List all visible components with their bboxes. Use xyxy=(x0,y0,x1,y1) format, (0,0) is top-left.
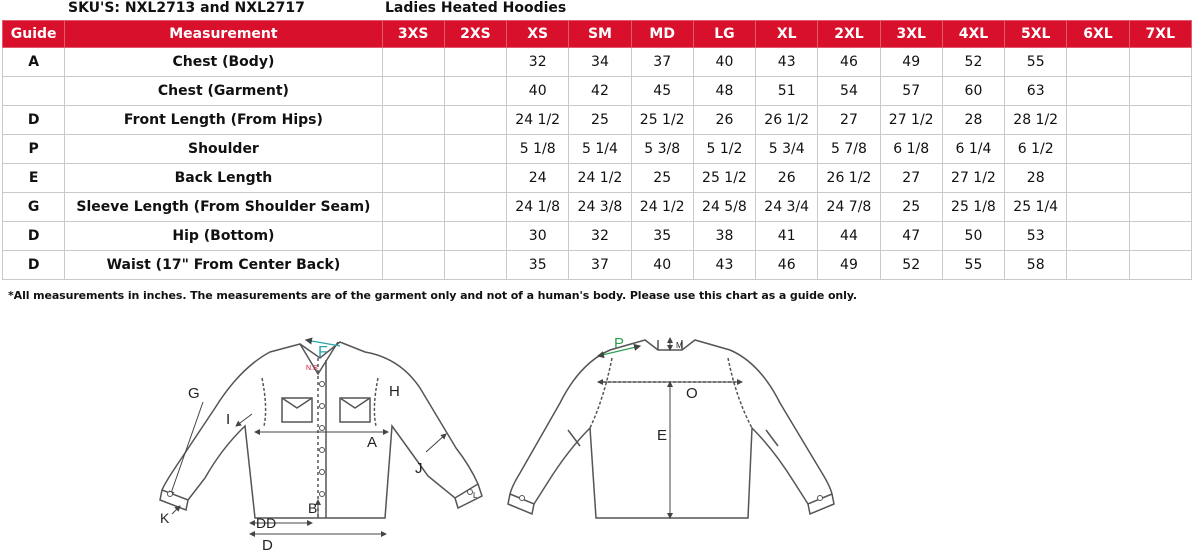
value-cell xyxy=(382,135,444,164)
value-cell xyxy=(444,164,506,193)
value-cell: 26 1/2 xyxy=(818,164,880,193)
label-j: J xyxy=(415,460,423,477)
value-cell xyxy=(1067,135,1129,164)
table-header-row xyxy=(3,21,1192,48)
measurement-cell: Shoulder xyxy=(65,135,382,164)
value-cell: 43 xyxy=(756,48,818,77)
front-buttons xyxy=(320,382,325,497)
measurement-cell: Hip (Bottom) xyxy=(65,222,382,251)
value-cell: 40 xyxy=(631,251,693,280)
value-cell xyxy=(1129,77,1191,106)
guide-cell: D xyxy=(3,222,65,251)
value-cell: 24 1/2 xyxy=(507,106,569,135)
value-cell: 49 xyxy=(880,48,942,77)
value-cell xyxy=(1067,77,1129,106)
label-a: A xyxy=(367,434,378,451)
value-cell: 32 xyxy=(569,222,631,251)
value-cell: 30 xyxy=(507,222,569,251)
value-cell: 60 xyxy=(942,77,1004,106)
measurement-cell: Waist (17" From Center Back) xyxy=(65,251,382,280)
column-header-2xs: 2XS xyxy=(444,21,506,48)
value-cell: 25 xyxy=(569,106,631,135)
value-cell: 45 xyxy=(631,77,693,106)
value-cell: 5 3/8 xyxy=(631,135,693,164)
column-header-measurement: Measurement xyxy=(65,21,382,48)
column-header-7xl: 7XL xyxy=(1129,21,1191,48)
product-title: Ladies Heated Hoodies xyxy=(385,0,567,16)
value-cell: 38 xyxy=(693,222,755,251)
label-g: G xyxy=(188,385,200,402)
guide-cell: D xyxy=(3,106,65,135)
back-cuff-buttons xyxy=(168,490,823,501)
label-ns: N.S xyxy=(306,365,318,372)
value-cell xyxy=(444,222,506,251)
value-cell xyxy=(382,106,444,135)
value-cell: 28 xyxy=(1005,164,1067,193)
value-cell: 46 xyxy=(818,48,880,77)
column-header-lg: LG xyxy=(693,21,755,48)
value-cell: 35 xyxy=(631,222,693,251)
value-cell: 26 xyxy=(693,106,755,135)
label-m: M xyxy=(676,341,683,350)
value-cell: 35 xyxy=(507,251,569,280)
label-l: L xyxy=(473,491,478,500)
value-cell: 57 xyxy=(880,77,942,106)
value-cell xyxy=(1129,251,1191,280)
table-row xyxy=(3,251,1192,280)
label-k: K xyxy=(160,510,170,526)
table-row xyxy=(3,135,1192,164)
value-cell: 25 1/8 xyxy=(942,193,1004,222)
value-cell xyxy=(444,135,506,164)
value-cell: 5 7/8 xyxy=(818,135,880,164)
column-header-guide: Guide xyxy=(3,21,65,48)
column-header-3xl: 3XL xyxy=(880,21,942,48)
value-cell: 26 xyxy=(756,164,818,193)
value-cell: 24 3/8 xyxy=(569,193,631,222)
value-cell: 46 xyxy=(756,251,818,280)
value-cell xyxy=(382,193,444,222)
value-cell: 51 xyxy=(756,77,818,106)
value-cell: 24 1/2 xyxy=(569,164,631,193)
value-cell: 42 xyxy=(569,77,631,106)
label-i: I xyxy=(226,411,231,428)
back-jacket-drawing xyxy=(508,340,834,518)
value-cell: 53 xyxy=(1005,222,1067,251)
value-cell: 40 xyxy=(507,77,569,106)
guide-cell: E xyxy=(3,164,65,193)
garment-diagram xyxy=(0,318,1195,553)
column-header-sm: SM xyxy=(569,21,631,48)
value-cell: 24 7/8 xyxy=(818,193,880,222)
value-cell xyxy=(444,106,506,135)
value-cell: 40 xyxy=(693,48,755,77)
label-h: H xyxy=(389,383,400,400)
sku-text: SKU'S: NXL2713 and NXL2717 xyxy=(68,0,305,16)
value-cell xyxy=(382,222,444,251)
value-cell: 24 1/8 xyxy=(507,193,569,222)
column-header-xs: XS xyxy=(507,21,569,48)
value-cell xyxy=(444,193,506,222)
value-cell: 24 1/2 xyxy=(631,193,693,222)
value-cell xyxy=(1129,48,1191,77)
value-cell: 41 xyxy=(756,222,818,251)
value-cell: 37 xyxy=(569,251,631,280)
table-row xyxy=(3,77,1192,106)
label-p: P xyxy=(614,335,625,352)
value-cell: 55 xyxy=(942,251,1004,280)
value-cell xyxy=(444,77,506,106)
value-cell: 28 xyxy=(942,106,1004,135)
value-cell: 5 3/4 xyxy=(756,135,818,164)
size-chart-table xyxy=(2,20,1192,280)
value-cell: 28 1/2 xyxy=(1005,106,1067,135)
value-cell: 6 1/4 xyxy=(942,135,1004,164)
value-cell xyxy=(1129,164,1191,193)
label-dd: DD xyxy=(256,515,277,531)
value-cell: 48 xyxy=(693,77,755,106)
value-cell xyxy=(1129,135,1191,164)
guide-cell: P xyxy=(3,135,65,164)
column-header-3xs: 3XS xyxy=(382,21,444,48)
value-cell xyxy=(444,48,506,77)
value-cell: 32 xyxy=(507,48,569,77)
value-cell: 6 1/2 xyxy=(1005,135,1067,164)
value-cell: 52 xyxy=(880,251,942,280)
label-f: F xyxy=(318,344,328,361)
value-cell: 26 1/2 xyxy=(756,106,818,135)
label-d: D xyxy=(262,537,273,553)
label-o: O xyxy=(686,385,698,402)
value-cell: 25 1/2 xyxy=(631,106,693,135)
value-cell xyxy=(1067,193,1129,222)
value-cell: 6 1/8 xyxy=(880,135,942,164)
value-cell: 47 xyxy=(880,222,942,251)
measurement-note: *All measurements in inches. The measurements are of the garment only and not of a human's body. Please use this chart as a guide only. xyxy=(8,289,857,302)
table-row xyxy=(3,164,1192,193)
value-cell xyxy=(382,164,444,193)
value-cell: 27 1/2 xyxy=(880,106,942,135)
column-header-5xl: 5XL xyxy=(1005,21,1067,48)
value-cell: 5 1/8 xyxy=(507,135,569,164)
label-e: E xyxy=(657,427,668,444)
table-row xyxy=(3,222,1192,251)
value-cell: 63 xyxy=(1005,77,1067,106)
guide-cell xyxy=(3,77,65,106)
value-cell xyxy=(1067,106,1129,135)
guide-cell: D xyxy=(3,251,65,280)
value-cell: 52 xyxy=(942,48,1004,77)
value-cell: 54 xyxy=(818,77,880,106)
value-cell: 25 xyxy=(880,193,942,222)
header-row xyxy=(0,0,1195,18)
value-cell: 44 xyxy=(818,222,880,251)
value-cell xyxy=(382,77,444,106)
value-cell: 24 xyxy=(507,164,569,193)
label-b: B xyxy=(308,500,318,516)
value-cell xyxy=(382,251,444,280)
measurement-cell: Front Length (From Hips) xyxy=(65,106,382,135)
value-cell: 27 1/2 xyxy=(942,164,1004,193)
value-cell xyxy=(1129,106,1191,135)
value-cell: 27 xyxy=(818,106,880,135)
column-header-xl: XL xyxy=(756,21,818,48)
value-cell: 24 3/4 xyxy=(756,193,818,222)
value-cell: 43 xyxy=(693,251,755,280)
table-row xyxy=(3,193,1192,222)
measurement-cell: Chest (Body) xyxy=(65,48,382,77)
value-cell xyxy=(444,251,506,280)
value-cell: 25 xyxy=(631,164,693,193)
value-cell xyxy=(1067,251,1129,280)
guide-cell: A xyxy=(3,48,65,77)
back-measure-lines xyxy=(598,338,742,518)
value-cell: 25 1/2 xyxy=(693,164,755,193)
column-header-4xl: 4XL xyxy=(942,21,1004,48)
value-cell: 27 xyxy=(880,164,942,193)
table-row xyxy=(3,48,1192,77)
measurement-cell: Chest (Garment) xyxy=(65,77,382,106)
value-cell: 55 xyxy=(1005,48,1067,77)
table-row xyxy=(3,106,1192,135)
column-header-md: MD xyxy=(631,21,693,48)
value-cell xyxy=(1129,193,1191,222)
value-cell xyxy=(1067,164,1129,193)
value-cell: 37 xyxy=(631,48,693,77)
value-cell: 34 xyxy=(569,48,631,77)
value-cell: 50 xyxy=(942,222,1004,251)
value-cell: 25 1/4 xyxy=(1005,193,1067,222)
value-cell: 5 1/4 xyxy=(569,135,631,164)
value-cell: 5 1/2 xyxy=(693,135,755,164)
measurement-cell: Back Length xyxy=(65,164,382,193)
measurement-cell: Sleeve Length (From Shoulder Seam) xyxy=(65,193,382,222)
value-cell: 49 xyxy=(818,251,880,280)
value-cell xyxy=(1067,48,1129,77)
guide-cell: G xyxy=(3,193,65,222)
value-cell: 24 5/8 xyxy=(693,193,755,222)
value-cell xyxy=(1129,222,1191,251)
column-header-2xl: 2XL xyxy=(818,21,880,48)
column-header-6xl: 6XL xyxy=(1067,21,1129,48)
value-cell: 58 xyxy=(1005,251,1067,280)
value-cell xyxy=(382,48,444,77)
value-cell xyxy=(1067,222,1129,251)
